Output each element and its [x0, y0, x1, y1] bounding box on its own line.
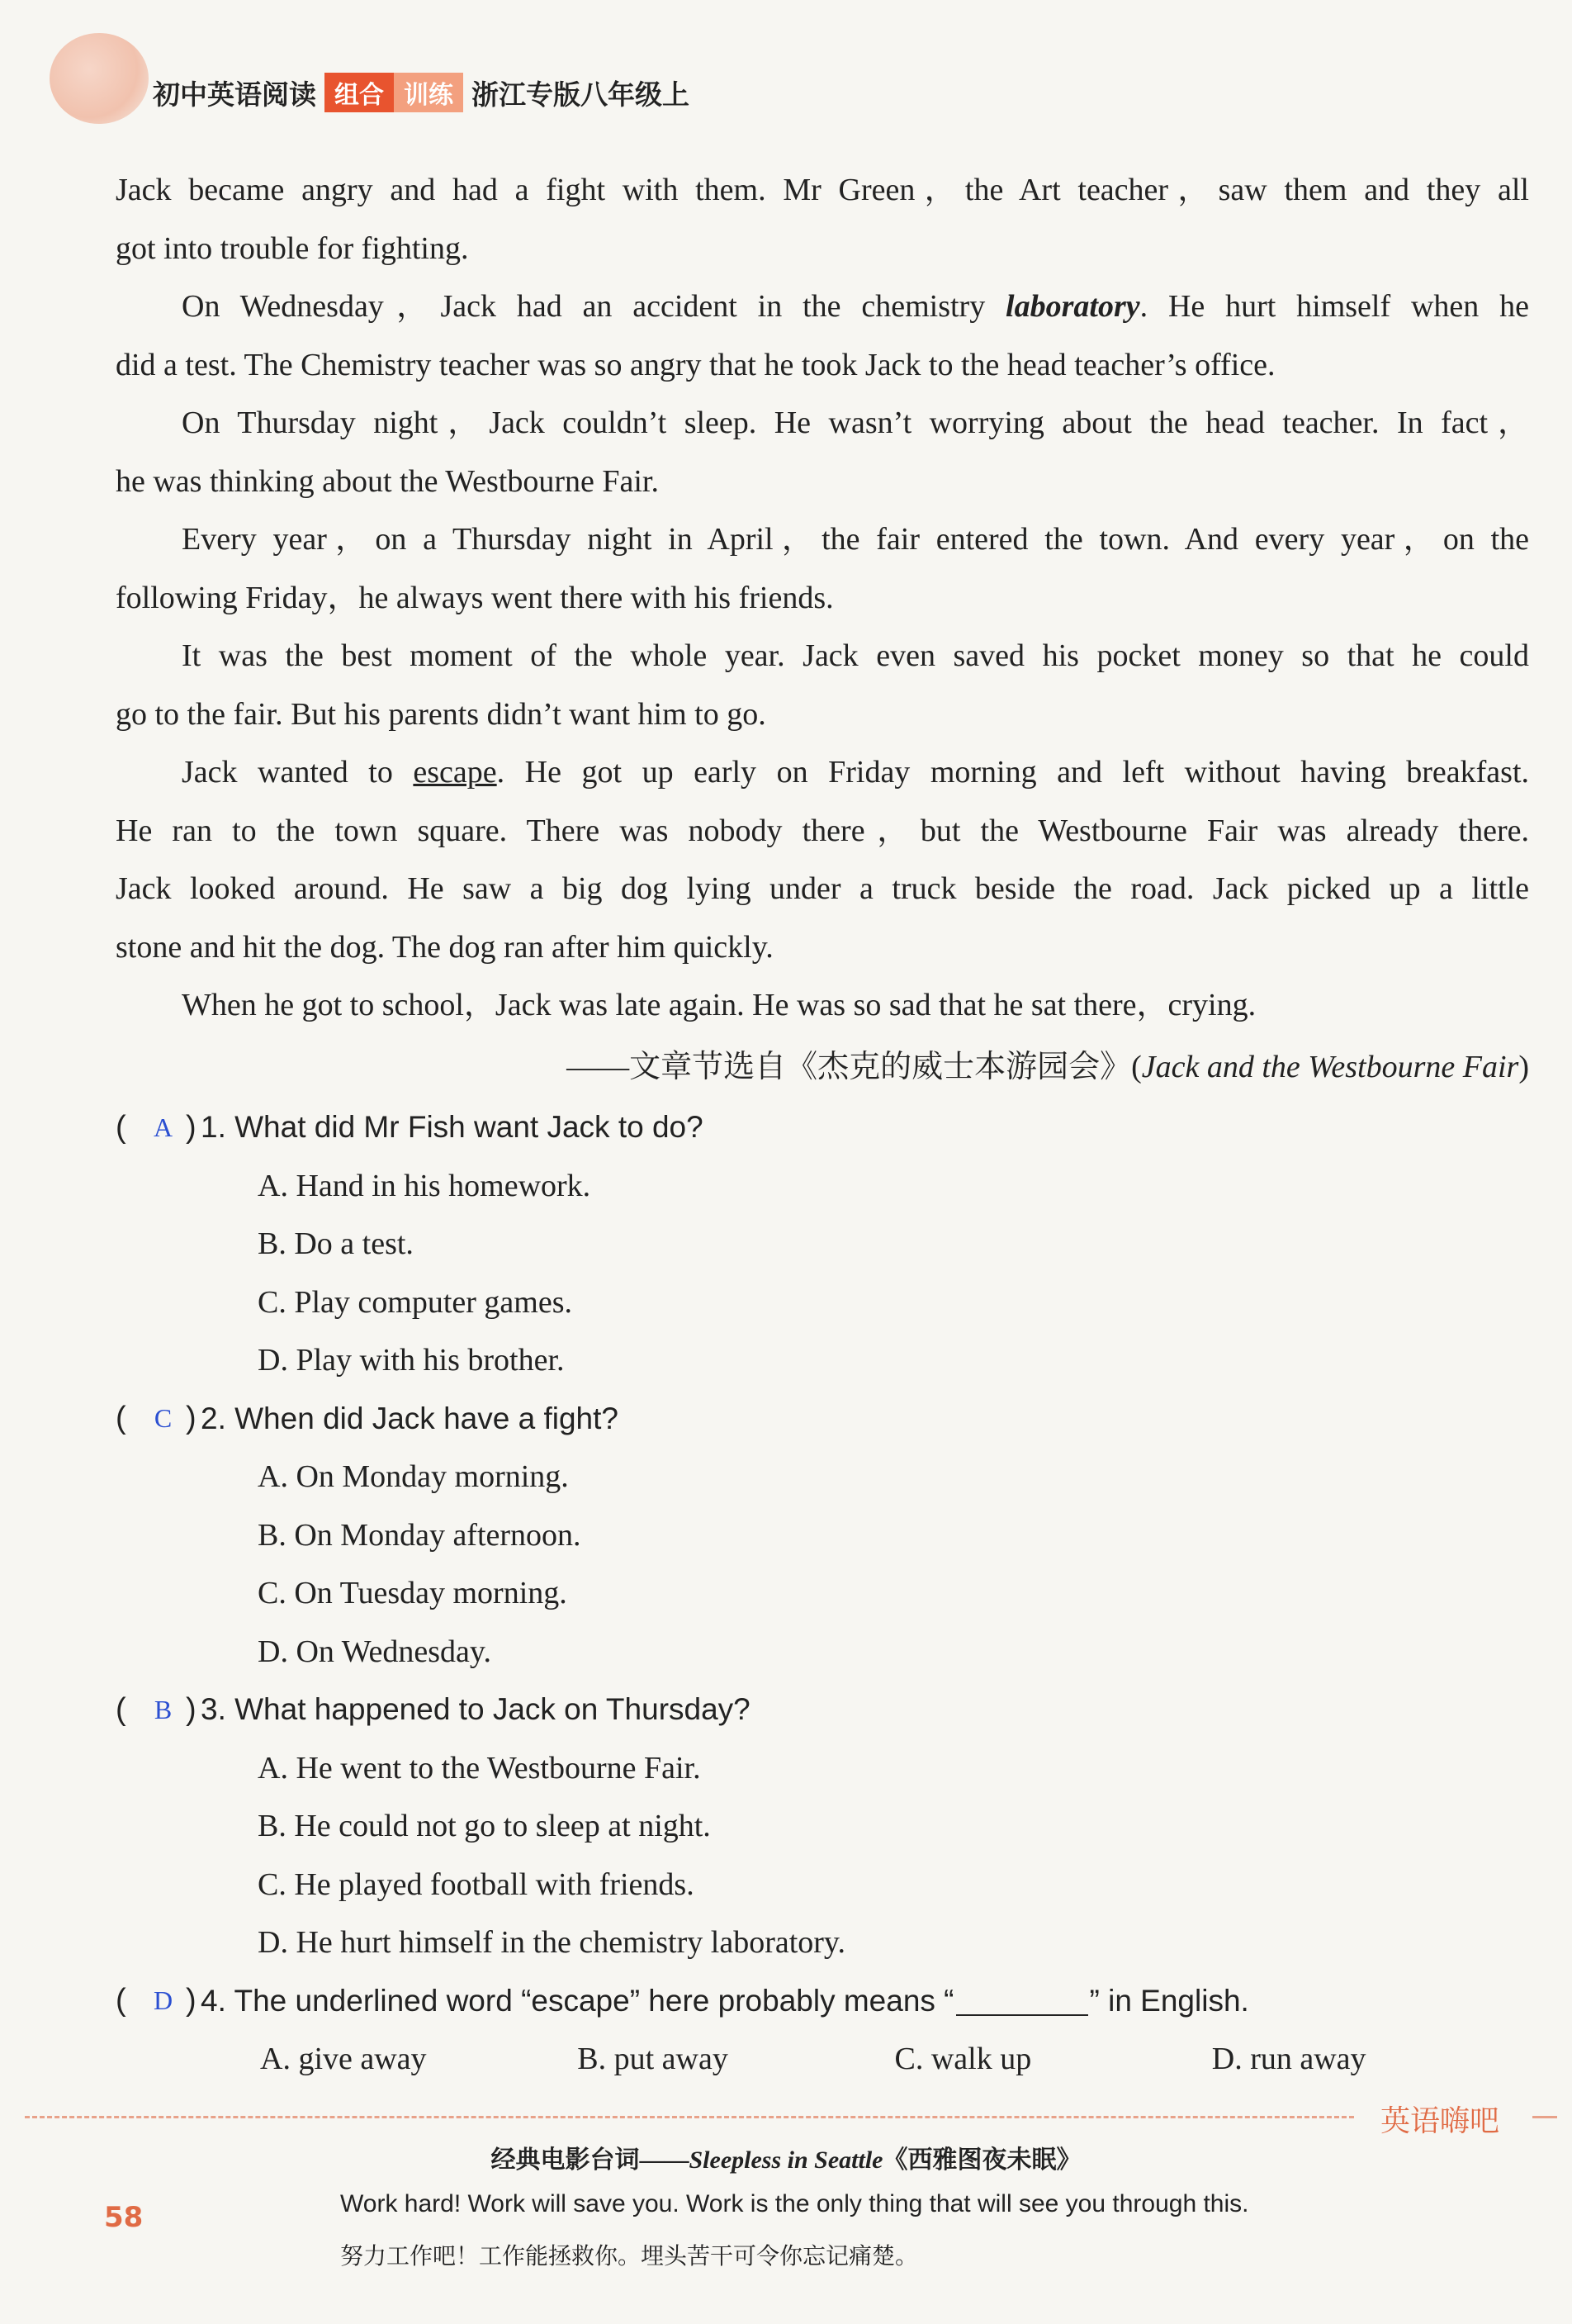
answer-mark: A: [153, 1112, 173, 1142]
option: C. On Tuesday morning.: [258, 1576, 567, 1611]
passage-line: Jack became angry and had a fight with them. Mr Green，the Art teacher，saw them and they all: [116, 173, 1529, 207]
bold-word-laboratory: laboratory: [1006, 289, 1140, 324]
option: C. Play computer games.: [258, 1284, 572, 1320]
option: A. give away: [260, 2042, 427, 2077]
question-3: ( B ) 3. What happened to Jack on Thursday?: [116, 1691, 750, 1727]
book-subtitle: 浙江专版八年级上: [471, 78, 689, 111]
passage-line: stone and hit the dog. The dog ran after him quickly.: [116, 929, 774, 965]
option-row: [116, 2030, 1529, 2089]
passage-line: On Thursday night，Jack couldn’t sleep. He wasn’t worrying about the head teacher. In fact，: [182, 406, 1529, 440]
passage-line: Jack looked around. He saw a big dog lying under a truck beside the road. Jack picked up a little: [116, 871, 1529, 906]
question-text: 4. The underlined word “escape” here probably means “ ” in English.: [201, 1983, 1249, 2018]
page-number: 58: [104, 2201, 144, 2234]
option: D. Play with his brother.: [258, 1343, 565, 1378]
footer-divider: [25, 2116, 1354, 2118]
book-logo: [50, 33, 149, 124]
answer-blank: [956, 1990, 1088, 2016]
option: A. He went to the Westbourne Fair.: [258, 1750, 701, 1786]
option: B. On Monday afternoon.: [258, 1517, 581, 1553]
book-title-main: 初中英语阅读: [153, 78, 316, 111]
question-1: ( A ) 1. What did Mr Fish want Jack to do?: [116, 1109, 703, 1145]
option: D. run away: [1211, 2042, 1366, 2077]
book-title-tag-combo: 组合: [324, 73, 394, 112]
passage-line: did a test. The Chemistry teacher was so angry that he took Jack to the head teacher’s office.: [116, 347, 1276, 382]
question-list: [116, 1098, 1529, 2089]
answer-mark: B: [154, 1694, 173, 1724]
page-header: [50, 33, 1519, 149]
passage-line: Jack wanted to escape. He got up early on Friday morning and left without having breakfast.: [182, 755, 1530, 790]
question-4: ( D ) 4. The underlined word “escape” here probably means “ ” in English.: [116, 1983, 1249, 2018]
option: A. On Monday morning.: [258, 1459, 569, 1495]
answer-mark: C: [154, 1403, 173, 1434]
underlined-word-escape: escape: [413, 755, 497, 790]
movie-quote-english: Work hard! Work will save you. Work is the only thing that will see you through this.: [340, 2190, 1249, 2217]
book-title: [153, 73, 689, 112]
passage-line: go to the fair. But his parents didn’t want him to go.: [116, 696, 766, 732]
passage-line: got into trouble for fighting.: [116, 230, 469, 266]
question-text: 3. What happened to Jack on Thursday?: [201, 1692, 750, 1727]
option: A. Hand in his homework.: [258, 1168, 591, 1203]
question-2: ( C ) 2. When did Jack have a fight?: [116, 1401, 618, 1436]
passage-source: ——文章节选自《杰克的威士本游园会》(Jack and the Westbourne Fair): [566, 1050, 1529, 1084]
question-text: 1. What did Mr Fish want Jack to do?: [201, 1110, 703, 1145]
passage-line: It was the best moment of the whole year. Jack even saved his pocket money so that he could: [182, 638, 1529, 673]
option: D. On Wednesday.: [258, 1634, 491, 1669]
answer-mark: D: [153, 1985, 173, 2016]
passage-line: Every year，on a Thursday night in April，the fair entered the town. And every year，on the: [182, 522, 1529, 557]
option: D. He hurt himself in the chemistry laboratory.: [258, 1925, 845, 1961]
movie-quote-chinese: 努力工作吧！工作能拯救你。埋头苦干可令你忘记痛楚。: [340, 2242, 919, 2269]
question-text: 2. When did Jack have a fight?: [201, 1401, 618, 1435]
passage-line: he was thinking about the Westbourne Fair.: [116, 463, 659, 499]
passage-line: following Friday，he always went there with his friends.: [116, 580, 834, 615]
passage-line: On Wednesday，Jack had an accident in the chemistry laboratory. He hurt himself when he: [182, 289, 1529, 324]
movie-quote-title: 经典电影台词——Sleepless in Seattle《西雅图夜未眠》: [490, 2146, 1082, 2174]
option: C. walk up: [894, 2042, 1032, 2077]
option: B. He could not go to sleep at night.: [258, 1809, 711, 1844]
footer-tag: 英语嗨吧: [1380, 2104, 1500, 2138]
option: B. put away: [577, 2042, 728, 2077]
passage-line: He ran to the town square. There was nobody there，but the Westbourne Fair was already there.: [116, 813, 1529, 848]
reading-passage: [116, 161, 1529, 1035]
option: B. Do a test.: [258, 1226, 414, 1262]
footer-tag-divider: [1532, 2116, 1557, 2118]
book-title-tag-training: 训练: [394, 73, 463, 112]
passage-line: When he got to school，Jack was late again. He was so sad that he sat there，crying.: [182, 988, 1257, 1022]
option: C. He played football with friends.: [258, 1866, 694, 1902]
